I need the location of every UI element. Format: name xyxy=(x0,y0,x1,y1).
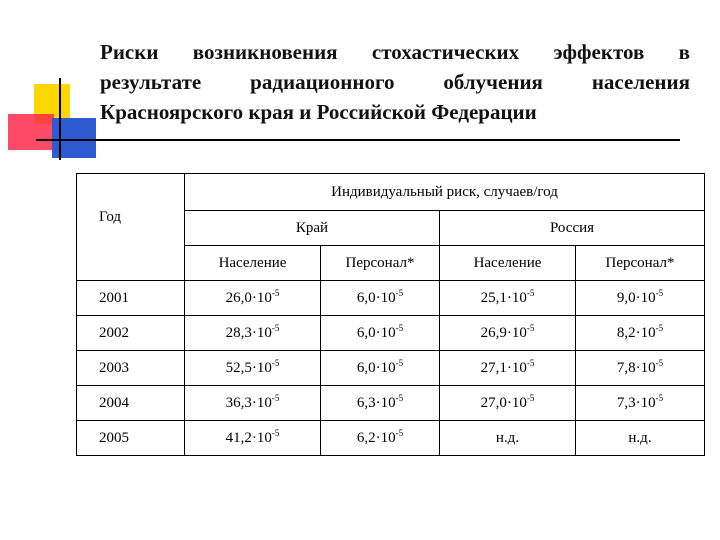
year-cell: 2003 xyxy=(77,351,185,386)
table-row xyxy=(77,351,705,386)
value-cell: н.д. xyxy=(440,421,576,456)
value-cell: $6,0\cdot 10^{-5}$ xyxy=(321,281,440,316)
value-cell: $41,2\cdot 10^{-5}$ xyxy=(185,421,321,456)
col-header: Население xyxy=(440,246,576,281)
col-header: Персонал* xyxy=(576,246,705,281)
table-row xyxy=(77,421,705,456)
year-cell: 2005 xyxy=(77,421,185,456)
year-cell: 2001 xyxy=(77,281,185,316)
value-cell: н.д. xyxy=(576,421,705,456)
year-cell: 2004 xyxy=(77,386,185,421)
year-header-cell xyxy=(77,174,185,281)
year-cell: 2002 xyxy=(77,316,185,351)
value-cell: $26,9\cdot 10^{-5}$ xyxy=(440,316,576,351)
col-header: Персонал* xyxy=(321,246,440,281)
value-cell: $27,1\cdot 10^{-5}$ xyxy=(440,351,576,386)
value-cell: $25,1\cdot 10^{-5}$ xyxy=(440,281,576,316)
table-row xyxy=(77,386,705,421)
value-cell: $6,0\cdot 10^{-5}$ xyxy=(321,316,440,351)
title-line: результате радиационного облучения населения xyxy=(100,70,690,94)
region-header-krai: Край xyxy=(185,211,440,246)
title-line: Риски возникновения стохастических эффектов в xyxy=(100,40,690,64)
slide-title xyxy=(100,37,690,127)
table-row xyxy=(77,281,705,316)
value-cell: $6,2\cdot 10^{-5}$ xyxy=(321,421,440,456)
value-cell: $36,3\cdot 10^{-5}$ xyxy=(185,386,321,421)
risk-table-container xyxy=(76,173,705,456)
value-cell: $52,5\cdot 10^{-5}$ xyxy=(185,351,321,386)
header-row-group xyxy=(77,174,705,211)
value-cell: $6,3\cdot 10^{-5}$ xyxy=(321,386,440,421)
table-row xyxy=(77,316,705,351)
region-header-russia: Россия xyxy=(440,211,705,246)
value-cell: $7,8\cdot 10^{-5}$ xyxy=(576,351,705,386)
year-header: Год xyxy=(99,208,122,225)
value-cell: $6,0\cdot 10^{-5}$ xyxy=(321,351,440,386)
value-cell: $26,0\cdot 10^{-5}$ xyxy=(185,281,321,316)
value-cell: $8,2\cdot 10^{-5}$ xyxy=(576,316,705,351)
value-cell: $28,3\cdot 10^{-5}$ xyxy=(185,316,321,351)
title-divider xyxy=(36,139,680,141)
decor-vertical-line xyxy=(59,78,61,160)
value-cell: $7,3\cdot 10^{-5}$ xyxy=(576,386,705,421)
risk-table xyxy=(76,173,705,456)
group-header: Индивидуальный риск, случаев/год xyxy=(185,174,705,211)
value-cell: $27,0\cdot 10^{-5}$ xyxy=(440,386,576,421)
title-line: Красноярского края и Российской Федерации xyxy=(100,100,537,124)
decor-red-square xyxy=(8,114,54,150)
value-cell: $9,0\cdot 10^{-5}$ xyxy=(576,281,705,316)
col-header: Население xyxy=(185,246,321,281)
